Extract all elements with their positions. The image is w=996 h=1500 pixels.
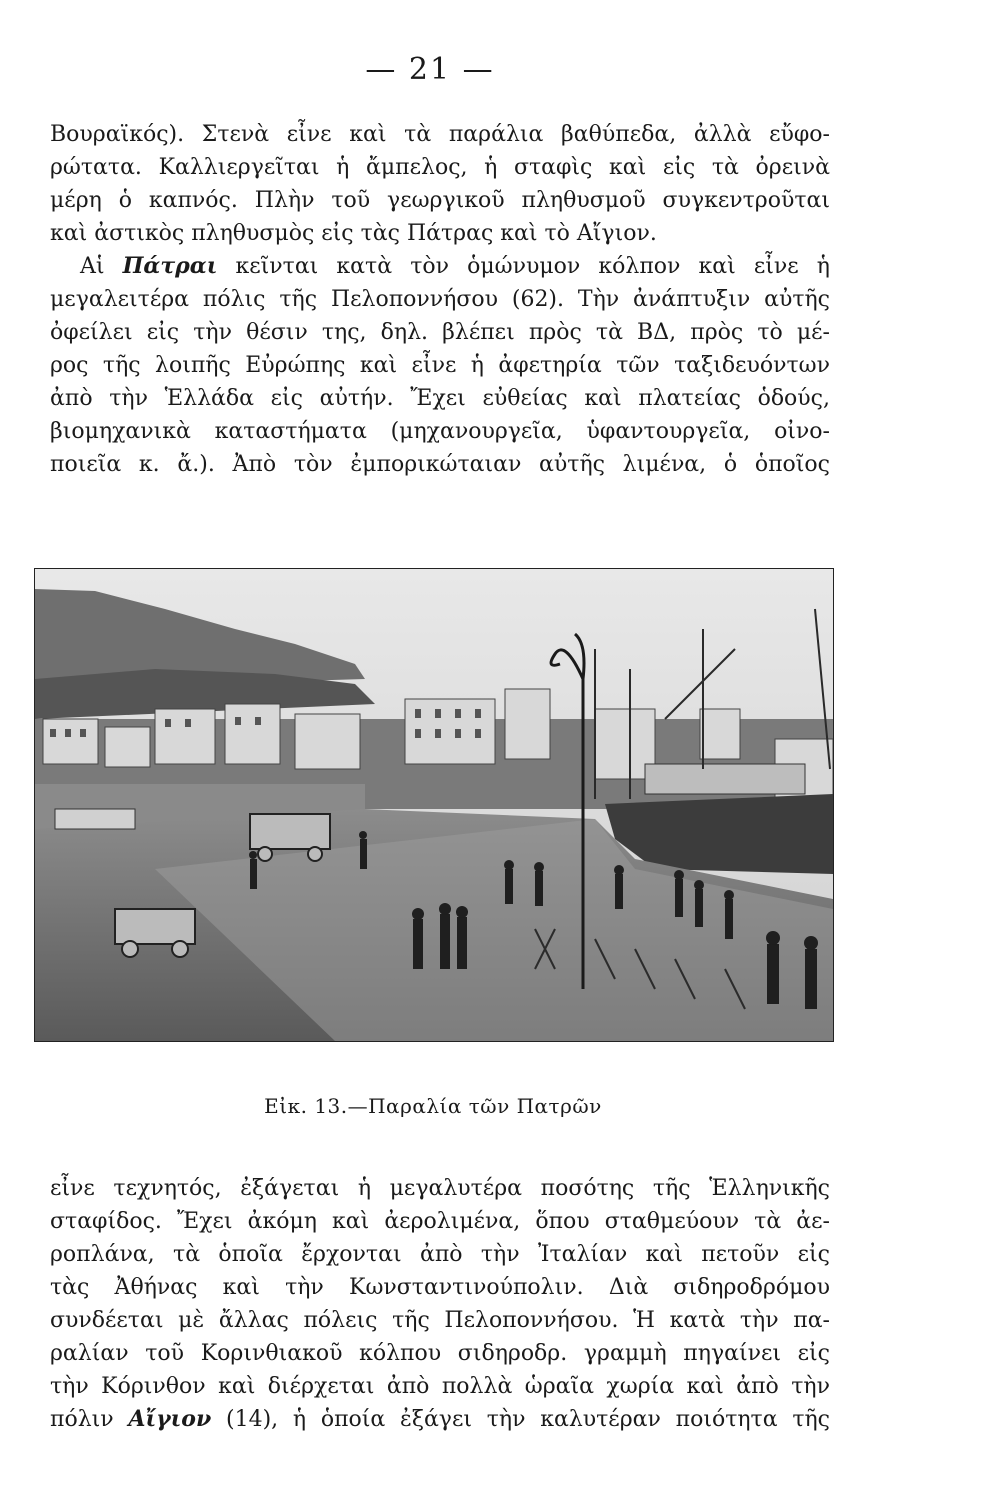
text-line: ὀφείλει εἰς τὴν θέσιν της, δηλ. βλέπει πρὸς τὰ ΒΔ, πρὸς τὸ μέ- [50, 320, 830, 345]
text-line: ραλίαν τοῦ Κορινθιακοῦ κόλπου σιδηροδρ. γραμμὴ πηγαίνει εἰς [50, 1341, 830, 1366]
text-run: Αἱ [80, 254, 123, 279]
text-line: ἀπὸ τὴν Ἑλλάδα εἰς αὐτήν. Ἔχει εὐθείας καὶ πλατείας ὁδούς, [50, 386, 830, 411]
text-line: βιομηχανικὰ καταστήματα (μηχανουργεῖα, ὑφαντουργεῖα, οἰνο- [50, 419, 830, 444]
text-line: τὴν Κόρινθον καὶ διέρχεται ἀπὸ πολλὰ ὡραῖα χωρία καὶ ἀπὸ τὴν [50, 1374, 830, 1399]
text-line: συνδέεται μὲ ἄλλας πόλεις τῆς Πελοποννήσου. Ἡ κατὰ τὴν πα- [50, 1308, 830, 1333]
text-line: σταφίδος. Ἔχει ἀκόμη καὶ ἀερολιμένα, ὅπου σταθμεύουν τὰ ἀε- [50, 1209, 830, 1234]
text-line [50, 1403, 830, 1436]
text-line: μέρη ὁ καπνός. Πλὴν τοῦ γεωργικοῦ πληθυσμοῦ συγκεντροῦται [50, 188, 830, 213]
text-line: ροπλάνα, τὰ ὁποῖα ἔρχονται ἀπὸ τὴν Ἰταλίαν καὶ πετοῦν εἰς [50, 1242, 830, 1267]
text-run: πόλιν [50, 1407, 129, 1432]
figure-caption: Εἰκ. 13.—Παραλία τῶν Πατρῶν [264, 1094, 602, 1118]
text-line: ρώτατα. Καλλιεργεῖται ἡ ἄμπελος, ἡ σταφὶς καὶ εἰς τὰ ὀρεινὰ [50, 155, 830, 180]
emphasis-term: Πάτραι [122, 253, 218, 279]
text-block-bottom [50, 1172, 830, 1436]
text-line: εἶνε τεχνητός, ἐξάγεται ἡ μεγαλυτέρα ποσότης τῆς Ἑλληνικῆς [50, 1176, 830, 1201]
text-line: ποιεῖα κ. ἄ.). Ἀπὸ τὸν ἐμπορικώταιαν αὐτῆς λιμένα, ὁ ὁποῖος [50, 452, 830, 477]
text-line: τὰς Ἀθήνας καὶ τὴν Κωνσταντινούπολιν. Διὰ σιδηροδρόμου [50, 1275, 830, 1300]
text-line: ρος τῆς λοιπῆς Εὐρώπης καὶ εἶνε ἡ ἀφετηρία τῶν ταξιδευόντων [50, 353, 830, 378]
page-number: — 21 — [365, 52, 495, 87]
text-run: (14), ἡ ὁποία ἐξάγει τὴν καλυτέραν ποιότητα τῆς [211, 1407, 830, 1432]
text-run: κεῖνται κατὰ τὸν ὁμώνυμον κόλπον καὶ εἶνε ἡ [217, 254, 830, 279]
text-line: μεγαλειτέρα πόλις τῆς Πελοποννήσου (62). Τὴν ἀνάπτυξιν αὐτῆς [50, 287, 830, 312]
text-block-top [50, 118, 830, 481]
text-line: Βουραϊκός). Στενὰ εἶνε καὶ τὰ παράλια βαθύπεδα, ἀλλὰ εὔφο- [50, 122, 830, 147]
text-line: καὶ ἀστικὸς πληθυσμὸς εἰς τὰς Πάτρας καὶ τὸ Αἴγιον. [50, 221, 657, 246]
text-line [50, 250, 830, 283]
emphasis-term: Αἴγιον [128, 1406, 212, 1432]
harbor-photograph [34, 568, 834, 1042]
